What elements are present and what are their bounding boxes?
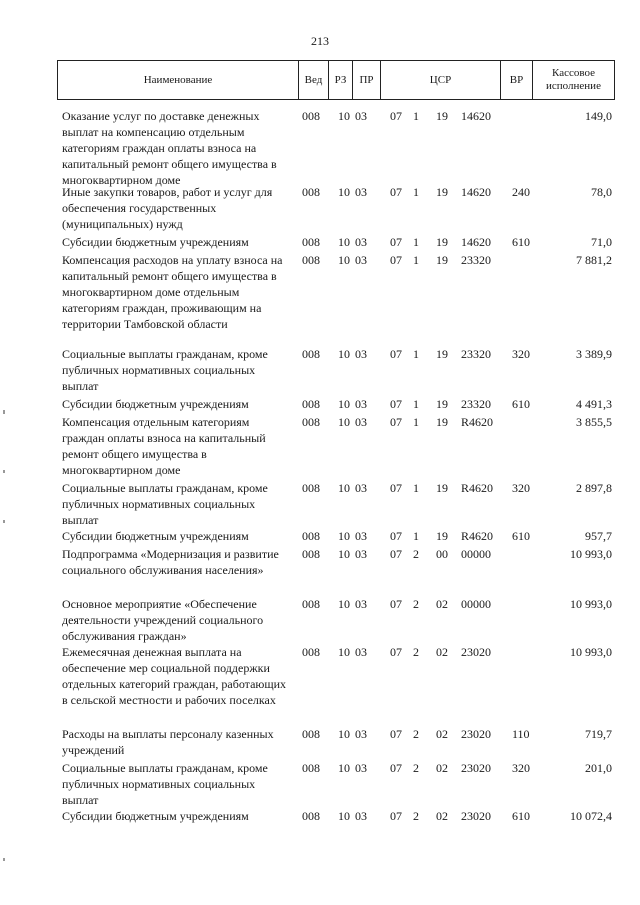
row-rz: 10 (338, 547, 350, 561)
row-csr-3: 19 (436, 347, 448, 361)
row-name: Субсидии бюджетным учреждениям (62, 809, 249, 823)
row-csr-3: 02 (436, 645, 448, 659)
header-csr: ЦСР (381, 61, 501, 99)
scan-mark (3, 858, 5, 861)
row-csr-2: 1 (413, 481, 419, 495)
row-csr-1: 07 (390, 547, 402, 561)
row-csr-1: 07 (390, 529, 402, 543)
row-name: Подпрограмма «Модернизация и развитие социального обслуживания населения» (62, 547, 279, 577)
row-csr-4: 23020 (461, 645, 491, 659)
row-ved: 008 (302, 529, 320, 543)
row-csr-4: 23020 (461, 809, 491, 823)
row-ved: 008 (302, 397, 320, 411)
row-csr-4: 23020 (461, 727, 491, 741)
row-csr-2: 2 (413, 809, 419, 823)
row-csr-2: 1 (413, 235, 419, 249)
header-name: Наименование (58, 61, 299, 99)
row-csr-4: R4620 (461, 529, 494, 543)
row-vr: 240 (512, 185, 530, 199)
row-csr-1: 07 (390, 727, 402, 741)
row-csr-3: 19 (436, 109, 448, 123)
row-rz: 10 (338, 347, 350, 361)
row-csr-3: 02 (436, 727, 448, 741)
row-rz: 10 (338, 761, 350, 775)
row-csr-3: 02 (436, 597, 448, 611)
row-csr-4: 14620 (461, 109, 491, 123)
row-ved: 008 (302, 415, 320, 429)
row-pr: 03 (355, 109, 367, 123)
row-vr: 110 (512, 727, 530, 741)
row-amount: 149,0 (585, 109, 612, 123)
row-amount: 78,0 (591, 185, 612, 199)
row-pr: 03 (355, 761, 367, 775)
row-ved: 008 (302, 547, 320, 561)
row-amount: 3 389,9 (576, 347, 612, 361)
row-name: Оказание услуг по доставке денежных выплат на компенсацию отдельным категориям граждан оплаты взноса на капитальный ремонт общего имущества в многоквартирном доме (62, 109, 277, 187)
row-csr-1: 07 (390, 809, 402, 823)
row-csr-1: 07 (390, 109, 402, 123)
row-pr: 03 (355, 397, 367, 411)
row-ved: 008 (302, 597, 320, 611)
row-rz: 10 (338, 235, 350, 249)
row-csr-1: 07 (390, 185, 402, 199)
row-pr: 03 (355, 415, 367, 429)
row-rz: 10 (338, 415, 350, 429)
page-number: 213 (311, 34, 329, 48)
row-amount: 7 881,2 (576, 253, 612, 267)
row-pr: 03 (355, 809, 367, 823)
row-csr-2: 2 (413, 645, 419, 659)
scan-mark (3, 520, 5, 523)
header-ved: Вед (299, 61, 329, 99)
row-pr: 03 (355, 645, 367, 659)
row-ved: 008 (302, 761, 320, 775)
row-csr-4: R4620 (461, 481, 494, 495)
scan-mark (3, 470, 5, 473)
row-pr: 03 (355, 347, 367, 361)
row-csr-3: 02 (436, 761, 448, 775)
header-pr: ПР (353, 61, 381, 99)
row-csr-2: 1 (413, 253, 419, 267)
row-amount: 719,7 (585, 727, 612, 741)
row-csr-4: 23320 (461, 253, 491, 267)
scan-mark (3, 410, 5, 414)
row-vr: 610 (512, 397, 530, 411)
row-rz: 10 (338, 109, 350, 123)
row-ved: 008 (302, 235, 320, 249)
row-csr-2: 2 (413, 547, 419, 561)
row-pr: 03 (355, 597, 367, 611)
row-name: Компенсация отдельным категориям граждан оплаты взноса на капитальный ремонт общего имущества в многоквартирном доме (62, 415, 266, 477)
row-vr: 320 (512, 347, 530, 361)
row-csr-4: 00000 (461, 547, 491, 561)
row-csr-1: 07 (390, 645, 402, 659)
row-csr-2: 1 (413, 185, 419, 199)
row-csr-1: 07 (390, 253, 402, 267)
row-csr-3: 19 (436, 253, 448, 267)
row-csr-3: 19 (436, 235, 448, 249)
row-amount: 71,0 (591, 235, 612, 249)
row-pr: 03 (355, 253, 367, 267)
row-name: Иные закупки товаров, работ и услуг для обеспечения государственных (муниципальных) нужд (62, 185, 273, 231)
row-name: Социальные выплаты гражданам, кроме публичных нормативных социальных выплат (62, 761, 268, 807)
row-csr-2: 1 (413, 529, 419, 543)
row-name: Социальные выплаты гражданам, кроме публичных нормативных социальных выплат (62, 481, 268, 527)
row-ved: 008 (302, 809, 320, 823)
row-name: Расходы на выплаты персоналу казенных учреждений (62, 727, 274, 757)
row-amount: 4 491,3 (576, 397, 612, 411)
row-rz: 10 (338, 645, 350, 659)
header-amount: Кассовое исполнение (546, 67, 601, 92)
row-rz: 10 (338, 809, 350, 823)
row-amount: 10 072,4 (570, 809, 612, 823)
row-name: Компенсация расходов на уплату взноса на капитальный ремонт общего имущества в многоквартирном доме отдельным категориям граждан, проживающим на территории Тамбовской области (62, 253, 283, 331)
row-rz: 10 (338, 481, 350, 495)
row-csr-1: 07 (390, 347, 402, 361)
row-pr: 03 (355, 481, 367, 495)
row-vr: 610 (512, 809, 530, 823)
row-name: Социальные выплаты гражданам, кроме публичных нормативных социальных выплат (62, 347, 268, 393)
row-ved: 008 (302, 185, 320, 199)
row-ved: 008 (302, 109, 320, 123)
row-csr-4: 23320 (461, 397, 491, 411)
row-pr: 03 (355, 235, 367, 249)
row-csr-2: 2 (413, 761, 419, 775)
row-name: Субсидии бюджетным учреждениям (62, 235, 249, 249)
row-csr-1: 07 (390, 481, 402, 495)
row-rz: 10 (338, 529, 350, 543)
row-pr: 03 (355, 185, 367, 199)
table-header (57, 60, 615, 100)
row-csr-3: 19 (436, 529, 448, 543)
row-csr-3: 19 (436, 185, 448, 199)
row-amount: 10 993,0 (570, 547, 612, 561)
row-name: Ежемесячная денежная выплата на обеспечение мер социальной поддержки отдельных категорий граждан, работающих в сельской местности и рабочих поселках (62, 645, 287, 707)
row-csr-3: 02 (436, 809, 448, 823)
row-rz: 10 (338, 727, 350, 741)
row-amount: 201,0 (585, 761, 612, 775)
row-csr-1: 07 (390, 597, 402, 611)
row-csr-1: 07 (390, 415, 402, 429)
row-amount: 2 897,8 (576, 481, 612, 495)
row-rz: 10 (338, 185, 350, 199)
row-csr-4: 14620 (461, 185, 491, 199)
row-vr: 610 (512, 529, 530, 543)
row-amount: 3 855,5 (576, 415, 612, 429)
row-csr-4: 23020 (461, 761, 491, 775)
row-vr: 320 (512, 761, 530, 775)
row-vr: 610 (512, 235, 530, 249)
row-pr: 03 (355, 547, 367, 561)
header-rz: РЗ (329, 61, 353, 99)
row-csr-2: 1 (413, 397, 419, 411)
row-ved: 008 (302, 253, 320, 267)
row-csr-2: 1 (413, 109, 419, 123)
row-ved: 008 (302, 727, 320, 741)
row-rz: 10 (338, 253, 350, 267)
row-csr-3: 19 (436, 415, 448, 429)
header-vr: ВР (501, 61, 533, 99)
row-name: Основное мероприятие «Обеспечение деятельности учреждений социального обслуживания граждан» (62, 597, 264, 643)
row-csr-3: 00 (436, 547, 448, 561)
row-csr-2: 2 (413, 727, 419, 741)
row-amount: 10 993,0 (570, 645, 612, 659)
row-ved: 008 (302, 645, 320, 659)
row-rz: 10 (338, 597, 350, 611)
row-vr: 320 (512, 481, 530, 495)
row-csr-4: 00000 (461, 597, 491, 611)
row-csr-4: R4620 (461, 415, 494, 429)
row-csr-1: 07 (390, 761, 402, 775)
row-csr-4: 23320 (461, 347, 491, 361)
row-csr-1: 07 (390, 397, 402, 411)
row-csr-3: 19 (436, 481, 448, 495)
row-amount: 957,7 (585, 529, 612, 543)
row-name: Субсидии бюджетным учреждениям (62, 529, 249, 543)
row-csr-3: 19 (436, 397, 448, 411)
row-ved: 008 (302, 347, 320, 361)
row-rz: 10 (338, 397, 350, 411)
row-ved: 008 (302, 481, 320, 495)
row-csr-4: 14620 (461, 235, 491, 249)
row-pr: 03 (355, 727, 367, 741)
row-csr-2: 2 (413, 597, 419, 611)
row-csr-2: 1 (413, 415, 419, 429)
row-pr: 03 (355, 529, 367, 543)
row-csr-2: 1 (413, 347, 419, 361)
row-csr-1: 07 (390, 235, 402, 249)
row-amount: 10 993,0 (570, 597, 612, 611)
row-name: Субсидии бюджетным учреждениям (62, 397, 249, 411)
